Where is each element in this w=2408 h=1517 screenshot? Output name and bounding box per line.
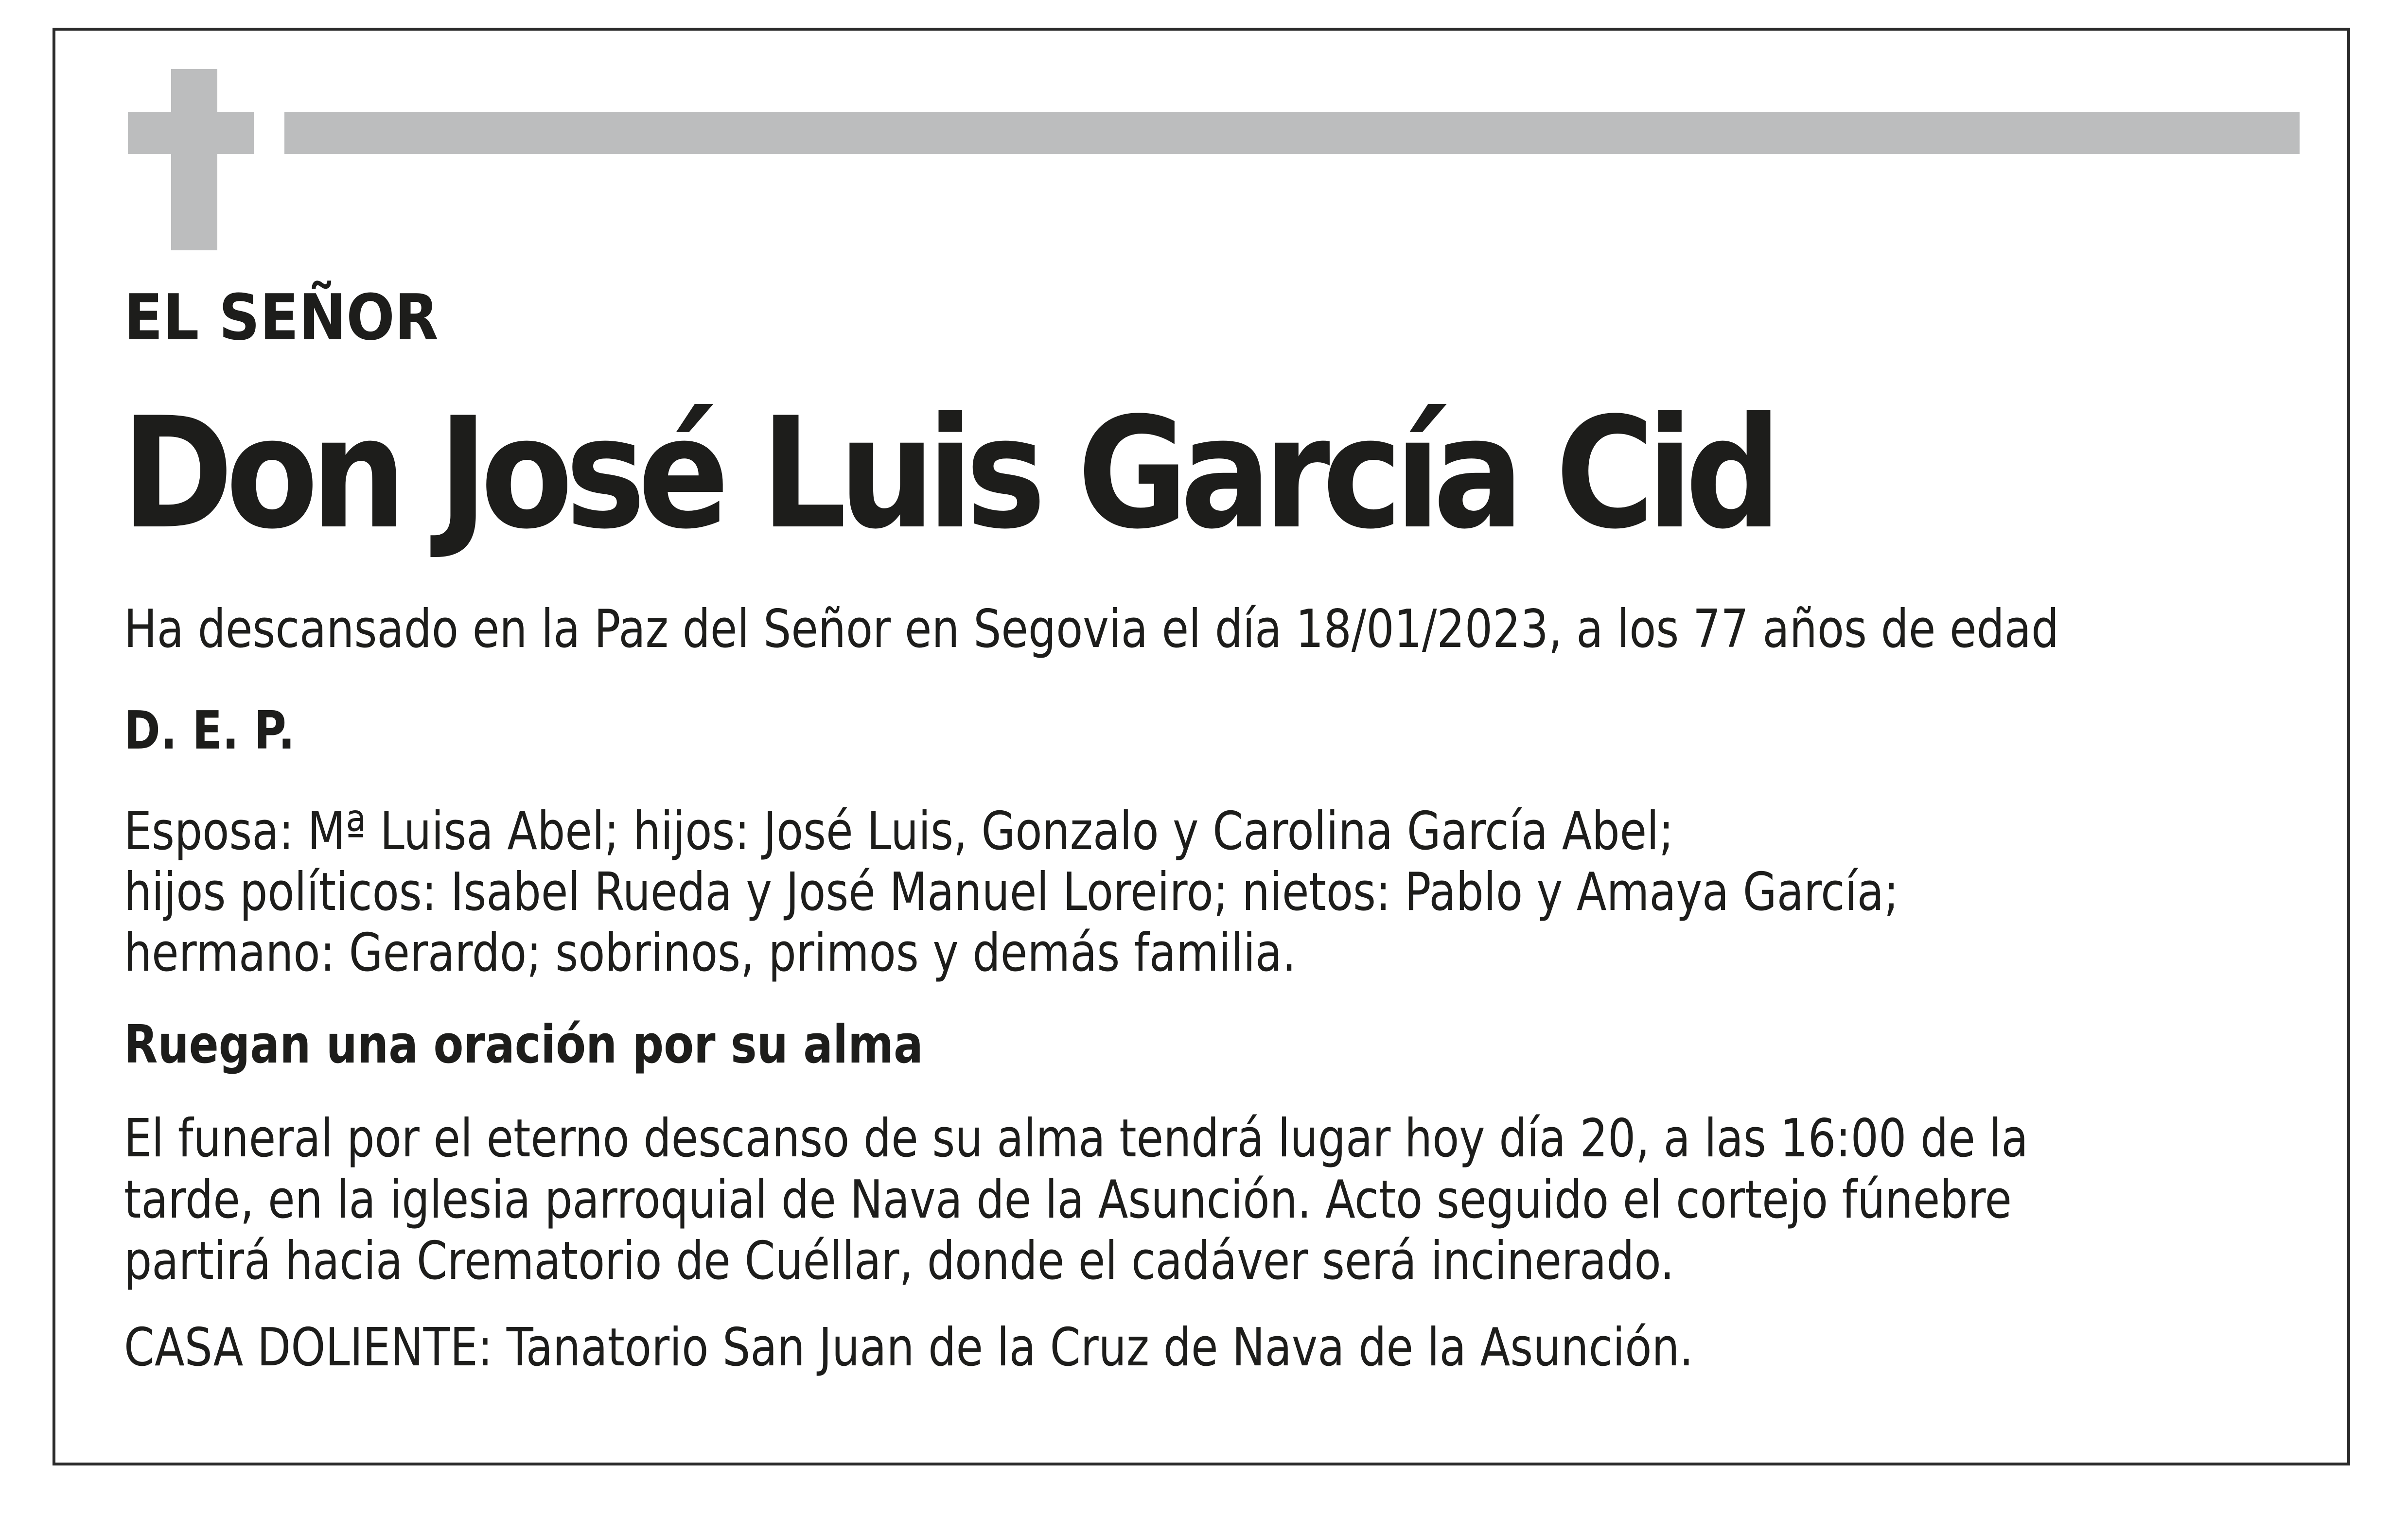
family-line: Esposa: Mª Luisa Abel; hijos: José Luis, Gonzalo y Carolina García Abel; xyxy=(124,801,1674,862)
funeral-line: El funeral por el eterno descanso de su alma tendrá lugar hoy día 20, a las 16:00 de la xyxy=(124,1108,2028,1169)
prayer-request: Ruegan una oración por su alma xyxy=(124,1014,923,1075)
cross-vertical-bar xyxy=(171,69,217,250)
cross-horizontal-bar xyxy=(128,112,254,154)
family-line: hermano: Gerardo; sobrinos, primos y demás familia. xyxy=(124,923,1296,983)
funeral-line: partirá hacia Crematorio de Cuéllar, donde el cadáver será incinerado. xyxy=(124,1231,1674,1291)
deceased-name: Don José Luis García Cid xyxy=(122,385,1774,563)
family-line: hijos políticos: Isabel Rueda y José Manuel Loreiro; nietos: Pablo y Amaya García; xyxy=(124,862,1899,923)
death-announcement: Ha descansado en la Paz del Señor en Segovia el día 18/01/2023, a los 77 años de edad xyxy=(124,599,2059,660)
header-rule xyxy=(284,112,2300,154)
funeral-line: tarde, en la iglesia parroquial de Nava de la Asunción. Acto seguido el cortejo fúnebre xyxy=(124,1169,2012,1230)
notice-label: EL SEÑOR xyxy=(124,280,439,354)
casa-doliente: CASA DOLIENTE: Tanatorio San Juan de la Cruz de Nava de la Asunción. xyxy=(124,1317,1694,1378)
dep-mark: D. E. P. xyxy=(124,700,295,761)
